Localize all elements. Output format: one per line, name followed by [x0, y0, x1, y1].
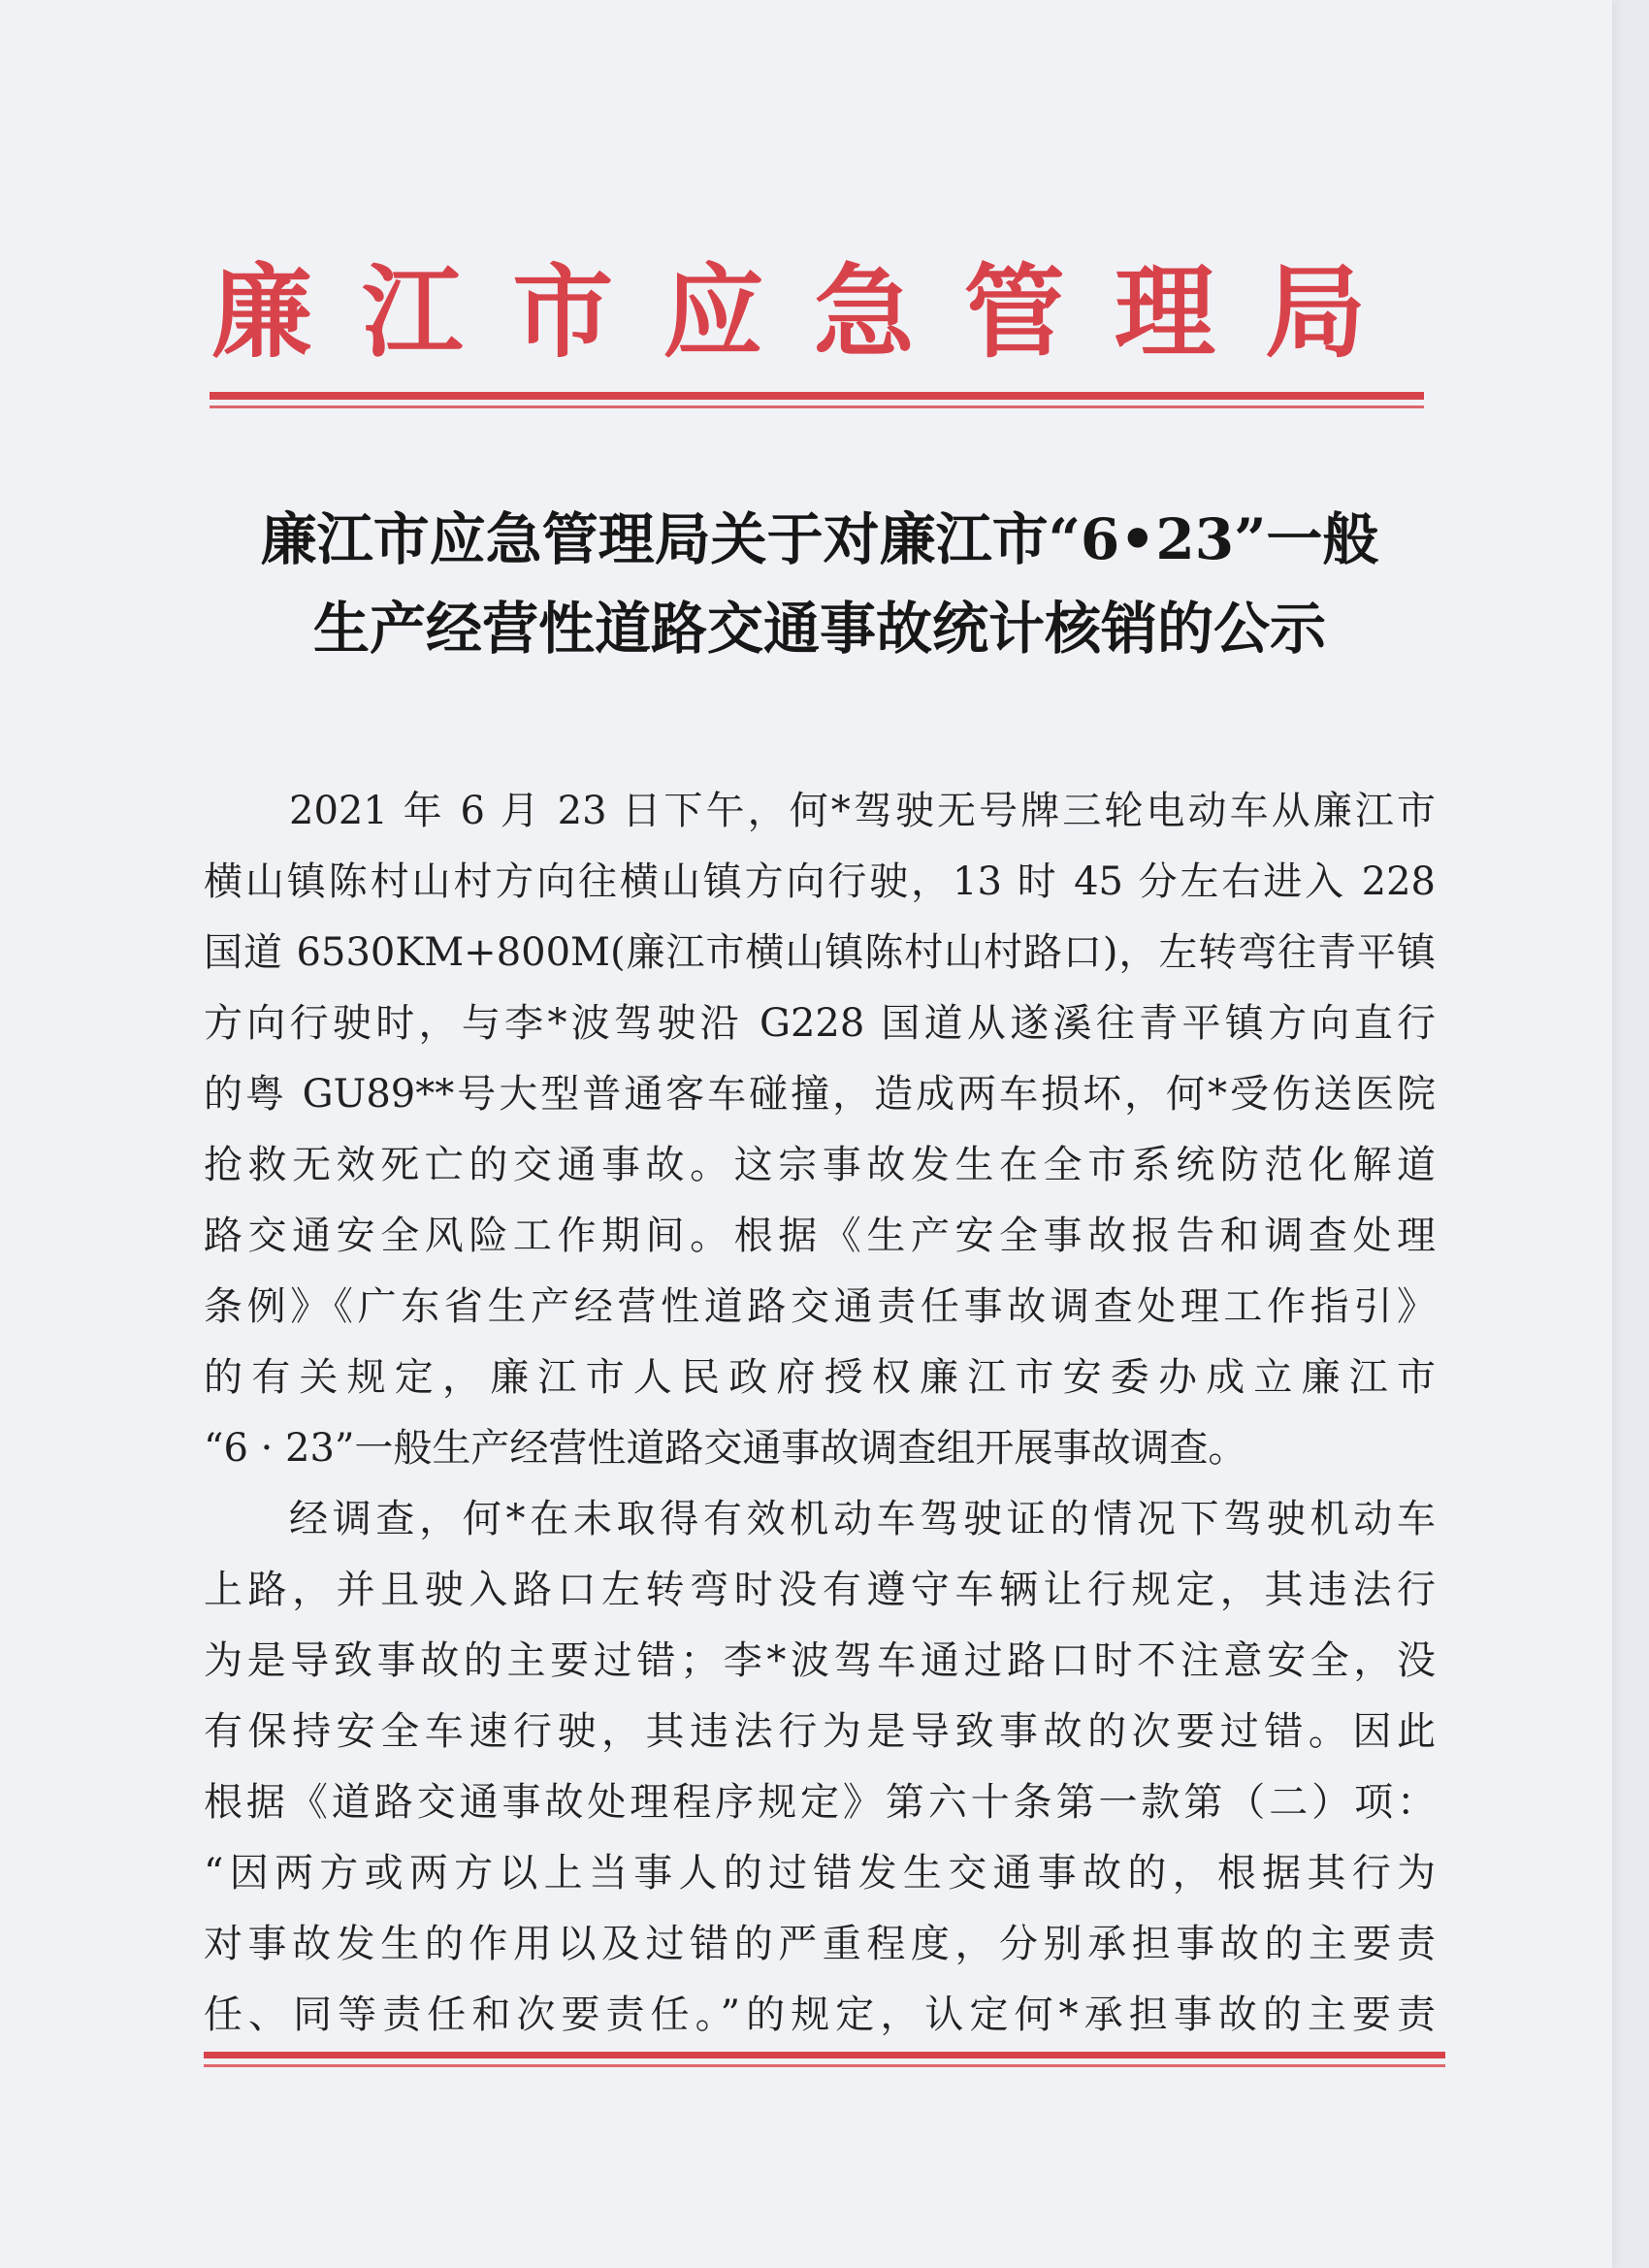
body-line: 条例》《广东省生产经营性道路交通责任事故调查处理工作指引》	[204, 1284, 1436, 1329]
footer-rule-thick	[204, 2052, 1445, 2058]
title-line-2: 生产经营性道路交通事故统计核销的公示	[312, 596, 1326, 662]
body-line: 横山镇陈村山村方向往横山镇方向行驶，13 时 45 分左右进入 228	[204, 859, 1436, 904]
letterhead-rule-thick	[210, 392, 1424, 400]
body-line: 经调查，何*在未取得有效机动车驾驶证的情况下驾驶机动车	[289, 1497, 1436, 1541]
footer-rule-thin	[204, 2064, 1445, 2067]
body-line: 的有关规定，廉江市人民政府授权廉江市安委办成立廉江市	[204, 1355, 1436, 1400]
body-line: 有保持安全车速行驶，其违法行为是导致事故的次要过错。因此	[204, 1709, 1436, 1754]
letterhead-char: 管	[963, 252, 1065, 372]
body-line: 路交通安全风险工作期间。根据《生产安全事故报告和调查处理	[204, 1214, 1436, 1258]
body-line: 的粤 GU89**号大型普通客车碰撞，造成两车损坏，何*受伤送医院	[204, 1072, 1436, 1117]
letterhead-char: 应	[663, 252, 764, 372]
letterhead-org-name	[211, 254, 1366, 371]
body-line: 为是导致事故的主要过错；李*波驾车通过路口时不注意安全，没	[204, 1638, 1436, 1683]
body-line: “因两方或两方以上当事人的过错发生交通事故的，根据其行为	[204, 1851, 1436, 1895]
body-line: 对事故发生的作用以及过错的严重程度，分别承担事故的主要责	[204, 1922, 1436, 1966]
body-line: 抢救无效死亡的交通事故。这宗事故发生在全市系统防范化解道	[204, 1143, 1436, 1187]
body-line: 2021 年 6 月 23 日下午，何*驾驶无号牌三轮电动车从廉江市	[289, 789, 1436, 833]
body-line: “6 · 23”一般生产经营性道路交通事故调查组开展事故调查。	[204, 1426, 1247, 1471]
body-line: 上路，并且驶入路口左转弯时没有遵守车辆让行规定，其违法行	[204, 1568, 1436, 1612]
body-line: 根据《道路交通事故处理程序规定》第六十条第一款第（二）项：	[204, 1780, 1436, 1825]
body-line: 国道 6530KM+800M(廉江市横山镇陈村山村路口)，左转弯往青平镇	[204, 930, 1436, 975]
body-line: 任、同等责任和次要责任。”的规定，认定何*承担事故的主要责	[204, 1993, 1436, 2037]
letterhead-char: 局	[1264, 252, 1366, 372]
document-body	[204, 776, 1436, 2051]
letterhead-char: 市	[512, 252, 614, 372]
title-line-1: 廉江市应急管理局关于对廉江市“6•23”一般	[260, 506, 1379, 572]
letterhead-char: 江	[362, 252, 464, 372]
letterhead-rule-thin	[210, 405, 1424, 408]
letterhead-char: 理	[1114, 252, 1215, 372]
letterhead-char: 廉	[211, 252, 313, 372]
letterhead-char: 急	[813, 252, 915, 372]
body-line: 方向行驶时，与李*波驾驶沿 G228 国道从遂溪往青平镇方向直行	[204, 1001, 1436, 1046]
document-title	[204, 495, 1436, 673]
